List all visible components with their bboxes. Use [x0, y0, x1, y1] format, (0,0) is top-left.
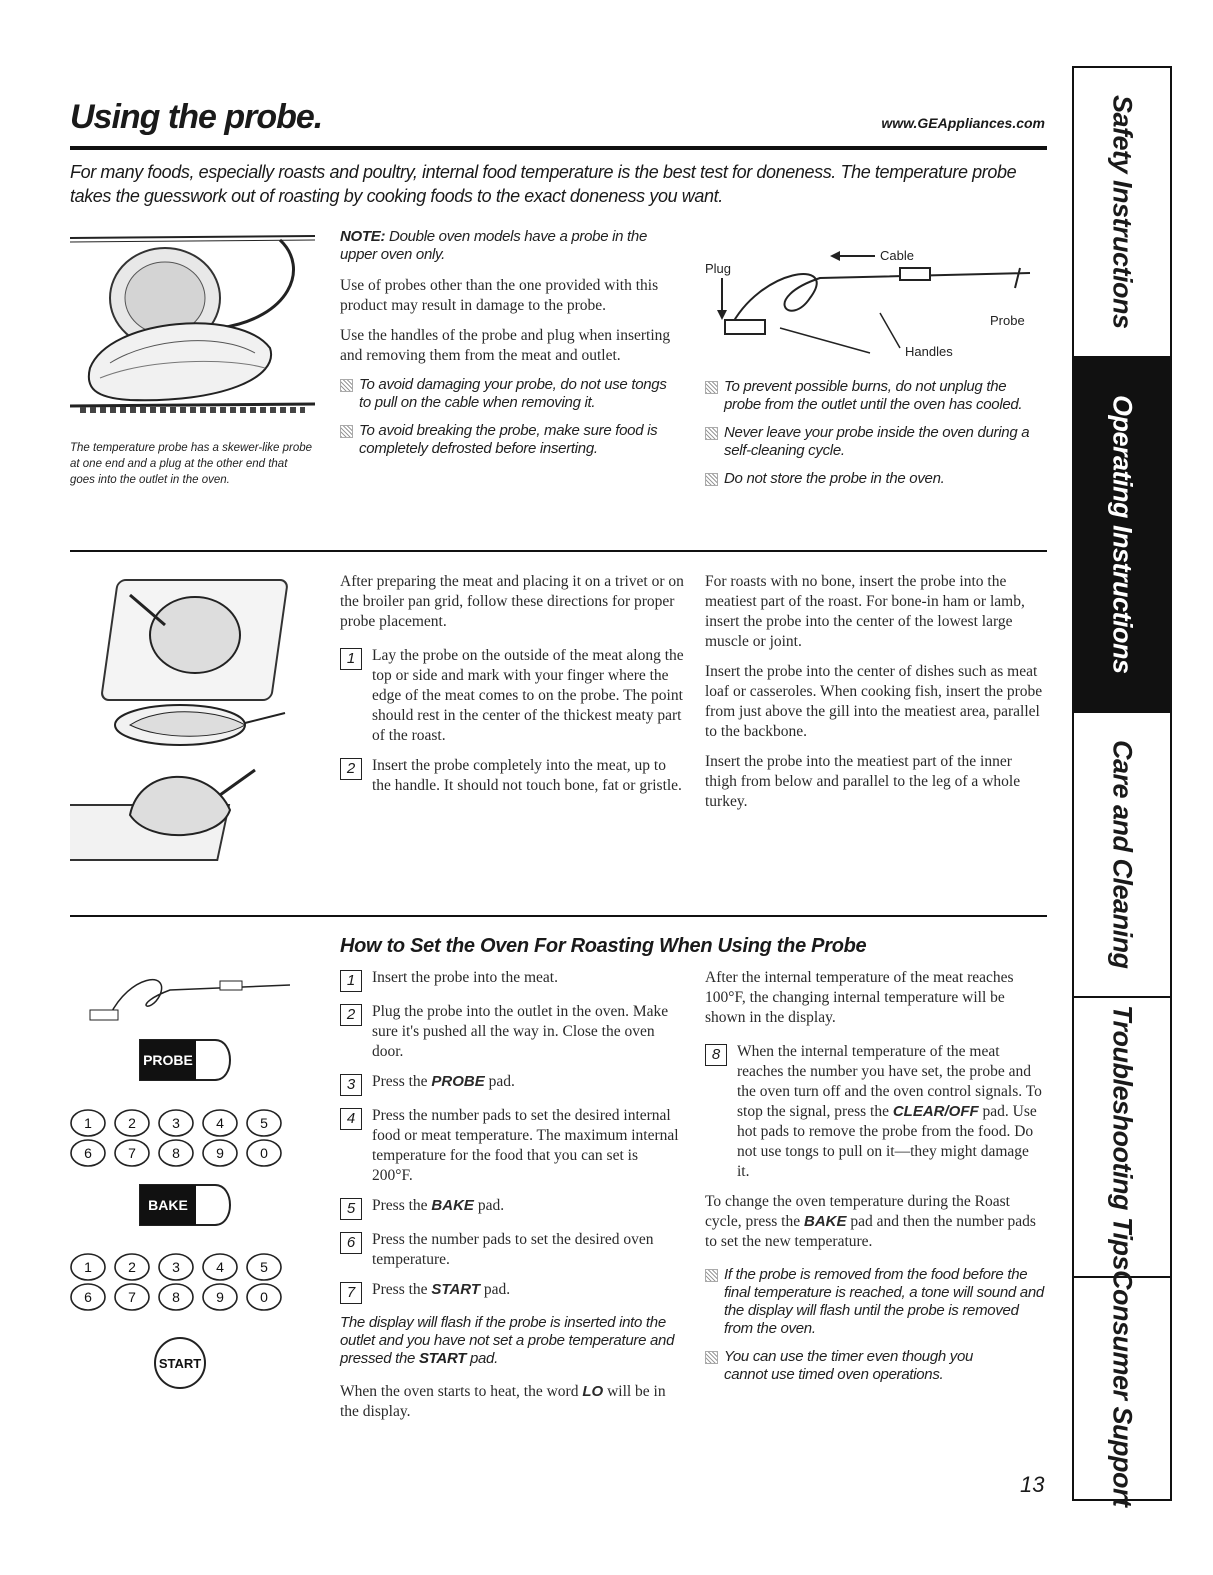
number-key-label: 2 [128, 1259, 136, 1275]
note-text: Double oven models have a probe in the upper oven only. [340, 228, 647, 263]
flash-note [340, 1314, 680, 1368]
step-text: Lay the probe on the outside of the meat along the top or side and mark with your finger where the edge of the meat comes to on the probe. The point should rest in the center of the thickest meaty part of the roast. [372, 647, 684, 744]
step-text-end: pad. [480, 1281, 511, 1298]
number-key-label: 9 [216, 1145, 224, 1161]
bullet-text: To avoid damaging your probe, do not use tongs to pull on the cable when removing it. [359, 376, 667, 411]
lo-text-end: will be in the display. [340, 1383, 666, 1420]
bullet-icon [340, 379, 353, 392]
bullet-icon [340, 425, 353, 438]
number-key-label: 5 [260, 1259, 268, 1275]
bake-key-label: BAKE [148, 1197, 188, 1213]
list-item [340, 1280, 680, 1304]
header-rule [70, 146, 1047, 150]
probe-warning-para: Use of probes other than the one provided with this product may result in damage to the probe. [340, 277, 659, 314]
intro-text: For many foods, especially roasts and poultry, internal food temperature is the best test for doneness. The temperature probe takes the guesswork out of roasting by cooking foods to the exact doneness you want. [70, 162, 1017, 206]
clear-off-keyword: CLEAR/OFF [892, 1103, 979, 1120]
bullet-icon [705, 427, 718, 440]
list-item [340, 376, 675, 412]
handles-para: Use the handles of the probe and plug when inserting and removing them from the meat and outlet. [340, 327, 671, 364]
step-text: Insert the probe completely into the meat, up to the handle. It should not touch bone, fat or gristle. [372, 757, 682, 794]
bullet-icon [705, 1269, 718, 1282]
list-item [705, 470, 1045, 488]
start-key-label: START [158, 1356, 202, 1371]
number-key-label: 7 [128, 1289, 136, 1305]
bullet-text: Do not store the probe in the oven. [724, 470, 945, 487]
tab-label: Care and Cleaning [1107, 740, 1138, 969]
probe-key-label: PROBE [143, 1052, 193, 1068]
number-key-label: 4 [216, 1115, 224, 1131]
step-number: 2 [340, 758, 362, 780]
step-number: 7 [340, 1282, 362, 1304]
page-number: 13 [1020, 1472, 1045, 1497]
list-item [705, 378, 1045, 414]
step-number: 1 [340, 970, 362, 992]
change-text-end: pad and then the number pads to set the new temperature. [705, 1213, 1036, 1250]
step-text [737, 1042, 1045, 1182]
handles-label: Handles [905, 344, 953, 358]
number-key-label: 1 [84, 1115, 92, 1131]
placement-intro: After preparing the meat and placing it on a trivet or on the broiler pan grid, follow these directions for proper probe placement. [340, 573, 684, 630]
step-text-start: Plug the probe into the outlet in the oven. Make sure it's pushed all the way in. Close the oven door. [372, 1003, 669, 1060]
number-key-label: 2 [128, 1115, 136, 1131]
roast-probe-illustration [70, 228, 315, 428]
bullet-icon [705, 473, 718, 486]
list-item [340, 1072, 680, 1096]
list-item [340, 1002, 680, 1062]
number-key-label: 0 [260, 1145, 268, 1161]
flash-note-text: The display will flash if the probe is inserted into the outlet and you have not set a probe temperature and pressed the [340, 1314, 675, 1367]
page-title: Using the probe. [70, 98, 323, 136]
list-item [340, 422, 675, 458]
tab-safety-instructions[interactable] [1074, 68, 1170, 358]
list-item [340, 1230, 680, 1270]
tab-care-and-cleaning[interactable] [1074, 713, 1170, 998]
bullet-icon [705, 1351, 718, 1364]
tab-operating-instructions[interactable] [1074, 358, 1170, 713]
step8-text-end: pad. Use hot pads to remove the probe from the food. Do not use tongs to pull on it—they might damage it. [737, 1103, 1037, 1180]
number-key-label: 5 [260, 1115, 268, 1131]
probe-figure-caption: The temperature probe has a skewer-like probe at one end and a plug at the other end that goes into the outlet in the oven. [70, 442, 313, 486]
bullet-text: To avoid breaking the probe, make sure food is completely defrosted before inserting. [359, 422, 658, 457]
step-number: 1 [340, 648, 362, 670]
step-number: 5 [340, 1198, 362, 1220]
bullet-text: To prevent possible burns, do not unplug the probe from the outlet until the oven has cooled. [724, 378, 1023, 413]
list-item [340, 1106, 680, 1186]
section-divider [70, 550, 1047, 552]
number-key-label: 6 [84, 1289, 92, 1305]
step-text-start: Press the [372, 1073, 432, 1090]
step-number: 8 [705, 1044, 727, 1066]
step-text-end: pad. [473, 1197, 505, 1214]
section-sidebar [1072, 66, 1172, 1507]
change-temp-para [705, 1192, 1045, 1252]
step-text-end: pad. [484, 1073, 515, 1090]
number-key-label: 3 [172, 1259, 180, 1275]
section-title: How to Set the Oven For Roasting When Using the Probe [340, 935, 867, 957]
list-item [705, 1348, 1000, 1384]
step8-text: When the internal temperature of the meat reaches the number you have set, the probe and the oven turn off and the oven control signals. To stop the signal, press the [737, 1043, 1042, 1120]
list-item [705, 1042, 1045, 1182]
keypad-keyword: START [431, 1281, 481, 1298]
step-text-start: Press the number pads to set the desired internal food or meat temperature. The maximum internal temperature for the food that you can set is 200°F. [372, 1107, 679, 1184]
keypad-keyword: PROBE [431, 1073, 485, 1090]
bullet-icon [705, 381, 718, 394]
tab-label: Safety Instructions [1107, 95, 1138, 329]
list-item [340, 1196, 680, 1220]
step-text [372, 968, 558, 992]
number-key-label: 7 [128, 1145, 136, 1161]
number-key-label: 0 [260, 1289, 268, 1305]
step-list [340, 968, 680, 1304]
step-number: 4 [340, 1108, 362, 1130]
lo-keyword: LO [582, 1383, 604, 1400]
roast-bone-para: For roasts with no bone, insert the probe into the meatiest part of the roast. For bone-in ham or lamb, insert the probe into the center of the lowest large muscle or joint. [705, 573, 1025, 650]
list-item [705, 1266, 1045, 1338]
step-text [372, 1280, 510, 1304]
list-item [340, 756, 685, 796]
cable-label: Cable [880, 248, 914, 263]
bake-keyword: BAKE [804, 1213, 847, 1230]
flash-note-end: pad. [466, 1350, 498, 1367]
lo-text: When the oven starts to heat, the word [340, 1383, 583, 1400]
number-key-label: 8 [172, 1145, 180, 1161]
step-text-start: Press the [372, 1197, 432, 1214]
food-placement-illustrations [70, 565, 315, 885]
step-text-start: Press the [372, 1281, 432, 1298]
step-text [372, 1106, 680, 1186]
number-key-label: 8 [172, 1289, 180, 1305]
step-text-start: Insert the probe into the meat. [372, 969, 558, 986]
number-key-label: 9 [216, 1289, 224, 1305]
bullet-text: Never leave your probe inside the oven during a self-cleaning cycle. [724, 424, 1030, 459]
dishes-fish-para: Insert the probe into the center of dishes such as meat loaf or casseroles. When cooking fish, insert the probe from just above the gill into the meatiest area, parallel to the backbone. [705, 663, 1043, 740]
step-number: 3 [340, 1074, 362, 1096]
plug-label: Plug [705, 261, 732, 276]
step-text [372, 1072, 515, 1096]
bullet-text: You can use the timer even though you cannot use timed oven operations. [724, 1348, 974, 1383]
list-item [705, 424, 1045, 460]
number-key-label: 1 [84, 1259, 92, 1275]
tab-label: Operating Instructions [1107, 395, 1138, 674]
step-number: 2 [340, 1004, 362, 1026]
site-url[interactable]: www.GEAppliances.com [881, 115, 1045, 131]
double-oven-note [340, 228, 675, 264]
number-key-label: 3 [172, 1115, 180, 1131]
tab-label: Consumer Support [1107, 1270, 1138, 1507]
lo-display-para [340, 1382, 680, 1422]
start-keyword: START [418, 1350, 467, 1367]
step-text [372, 1002, 680, 1062]
tab-label: Troubleshooting Tips [1107, 1004, 1138, 1270]
probe-parts-diagram [700, 228, 1040, 358]
tab-troubleshooting-tips[interactable] [1074, 998, 1170, 1278]
keypad-keyword: BAKE [431, 1197, 474, 1214]
step-text [372, 1196, 504, 1220]
step-text-start: Press the number pads to set the desired oven temperature. [372, 1231, 654, 1268]
number-key-label: 6 [84, 1145, 92, 1161]
tab-consumer-support[interactable] [1074, 1270, 1170, 1507]
keypad-illustration [70, 955, 315, 1395]
step-number: 6 [340, 1232, 362, 1254]
roasting-steps [340, 968, 680, 1432]
list-item [340, 968, 680, 992]
change-text: To change the oven temperature during the Roast cycle, press the [705, 1193, 1010, 1230]
list-item [340, 646, 685, 746]
note-label: NOTE: [340, 228, 386, 245]
probe-label: Probe [990, 313, 1025, 328]
temperature-display-para: After the internal temperature of the meat reaches 100°F, the changing internal temperature will be shown in the display. [705, 969, 1014, 1026]
section-divider [70, 915, 1047, 917]
bullet-text: If the probe is removed from the food before the final temperature is reached, a tone will sound and the display will flash until the probe is removed from the oven. [724, 1266, 1044, 1337]
number-key-label: 4 [216, 1259, 224, 1275]
turkey-para: Insert the probe into the meatiest part of the inner thigh from below and parallel to the leg of a whole turkey. [705, 753, 1021, 810]
step-text [372, 1230, 680, 1270]
